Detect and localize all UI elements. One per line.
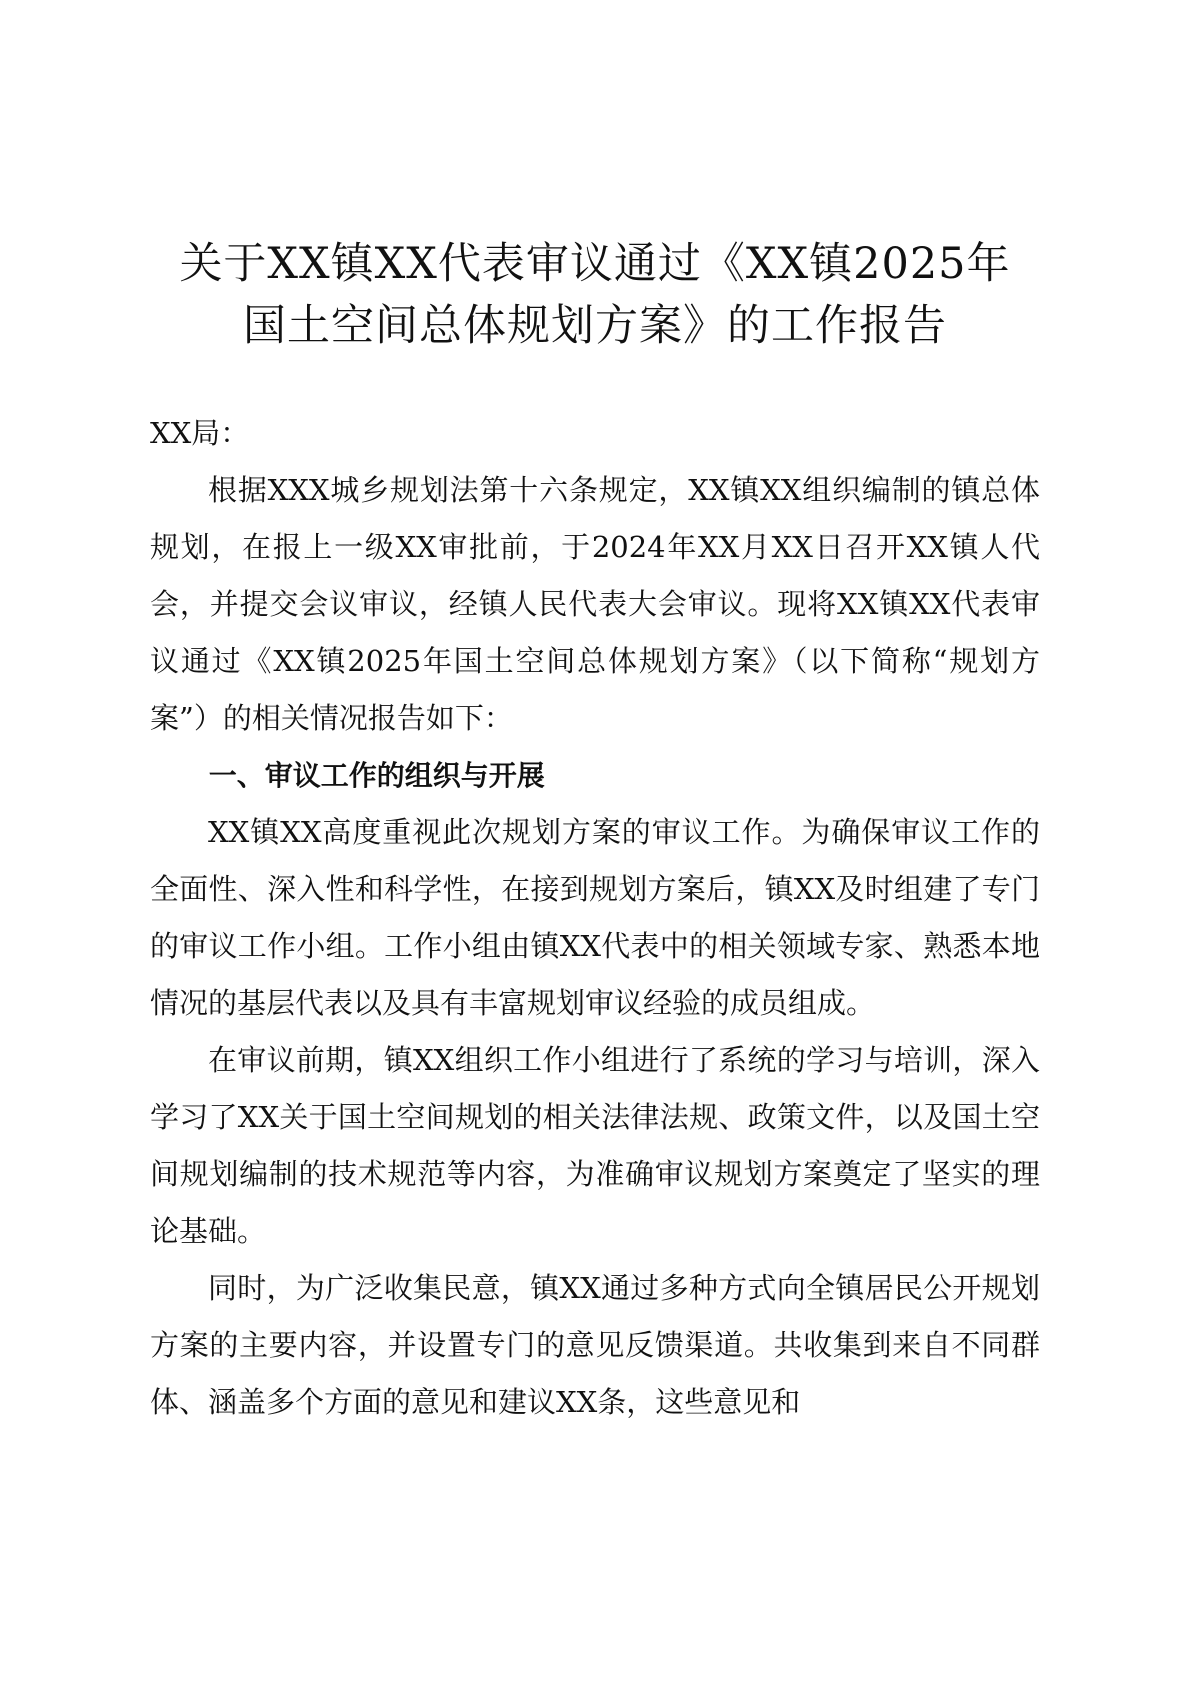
title-line-2: 国土空间总体规划方案》的工作报告 bbox=[243, 301, 947, 351]
paragraph-intro: 根据XXX城乡规划法第十六条规定，XX镇XX组织编制的镇总体规划，在报上一级XX审批前，于2024年XX月XX日召开XX镇人代会，并提交会议审议，经镇人民代表大会审议。现将XX镇XX代表审议通过《XX镇2025年国土空间总体规划方案》（以下简称“规划方案”）的相关情况报告如下： bbox=[150, 473, 1040, 735]
title-line-1: 关于XX镇XX代表审议通过《XX镇2025年 bbox=[179, 239, 1011, 289]
paragraph-training: 在审议前期，镇XX组织工作小组进行了系统的学习与培训，深入学习了XX关于国土空间规划的相关法律法规、政策文件，以及国土空间规划编制的技术规范等内容，为准确审议规划方案奠定了坚实的理论基础。 bbox=[150, 1043, 1040, 1248]
paragraph-public-opinion: 同时，为广泛收集民意，镇XX通过多种方式向全镇居民公开规划方案的主要内容，并设置专门的意见反馈渠道。共收集到来自不同群体、涵盖多个方面的意见和建议XX条，这些意见和 bbox=[150, 1271, 1040, 1419]
salutation: XX局： bbox=[150, 416, 250, 450]
paragraph-organization: XX镇XX高度重视此次规划方案的审议工作。为确保审议工作的全面性、深入性和科学性，在接到规划方案后，镇XX及时组建了专门的审议工作小组。工作小组由镇XX代表中的相关领域专家、熟悉本地情况的基层代表以及具有丰富规划审议经验的成员组成。 bbox=[150, 815, 1040, 1020]
document-body bbox=[150, 405, 1040, 1431]
section-heading-1: 一、审议工作的组织与开展 bbox=[208, 759, 545, 792]
document-title bbox=[130, 233, 1060, 357]
